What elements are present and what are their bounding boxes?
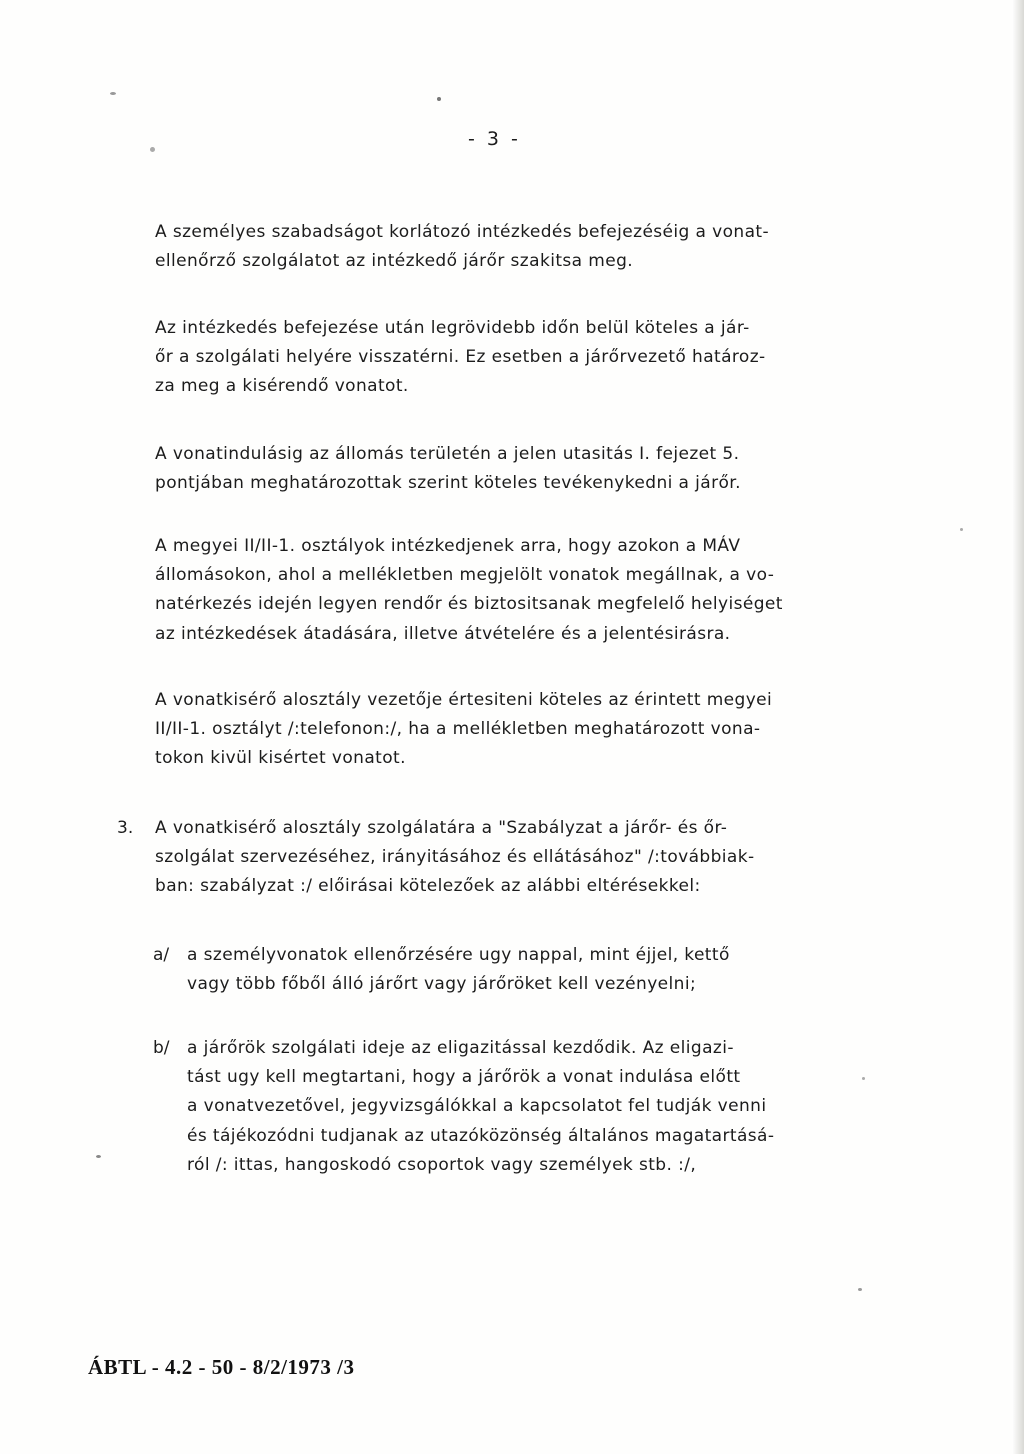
text-line: vagy több főből álló járőrt vagy járőröket kell vezényelni;	[187, 974, 697, 995]
archive-stamp: ÁBTL - 4.2 - 50 - 8/2/1973 /3	[88, 1355, 355, 1379]
text-line: és tájékozódni tudjanak az utazóközönség általános magatartásá-	[187, 1125, 775, 1146]
text-line: a vonatvezetővel, jegyvizsgálókkal a kapcsolatot fel tudják venni	[187, 1096, 767, 1117]
text-line: A vonatkisérő alosztály vezetője értesiteni köteles az érintett megyei	[155, 690, 773, 710]
text-line: ellenőrző szolgálatot az intézkedő járőr szakitsa meg.	[155, 251, 634, 272]
speck	[858, 1288, 862, 1291]
paragraph-3	[155, 440, 895, 498]
text-line: natérkezés idején legyen rendőr és biztositsanak megfelelő helyiséget	[155, 594, 783, 615]
text-line: a járőrök szolgálati ideje az eligazitással kezdődik. Az eligazi-	[187, 1038, 734, 1058]
text-line: állomásokon, ahol a mellékletben megjelölt vonatok megállnak, a vo-	[155, 565, 775, 586]
text-line: szolgálat szervezéséhez, irányitásához és ellátásához" /:továbbiak-	[155, 847, 755, 868]
speck	[862, 1077, 865, 1080]
list-item-a	[187, 941, 877, 999]
page-number: - 3 -	[468, 128, 521, 150]
speck	[110, 92, 116, 95]
text-line: A személyes szabadságot korlátozó intézkedés befejezéséig a vonat-	[155, 222, 770, 242]
speck	[960, 528, 963, 531]
text-line: A megyei II/II-1. osztályok intézkedjenek arra, hogy azokon a MÁV	[155, 536, 741, 556]
paragraph-4	[155, 532, 895, 649]
text-line: ról /: ittas, hangoskodó csoportok vagy személyek stb. :/,	[187, 1154, 697, 1175]
item-label-b: b/	[153, 1038, 170, 1058]
paragraph-5	[155, 686, 895, 774]
section-intro	[155, 814, 895, 902]
section-number: 3.	[117, 818, 134, 838]
speck	[96, 1155, 101, 1158]
text-line: őr a szolgálati helyére visszatérni. Ez esetben a járőrvezető határoz-	[155, 347, 766, 368]
text-line: az intézkedések átadására, illetve átvételére és a jelentésirásra.	[155, 623, 731, 644]
item-label-a: a/	[153, 945, 170, 965]
list-item-b	[187, 1034, 877, 1180]
text-line: A vonatindulásig az állomás területén a jelen utasitás I. fejezet 5.	[155, 444, 740, 464]
paragraph-1	[155, 218, 895, 276]
text-line: tást ugy kell megtartani, hogy a járőrök a vonat indulása előtt	[187, 1067, 741, 1088]
paragraph-2	[155, 314, 895, 402]
text-line: za meg a kisérendő vonatot.	[155, 376, 409, 397]
text-line: ban: szabályzat :/ előirásai kötelezőek az alábbi eltérésekkel:	[155, 876, 701, 897]
text-line: II/II-1. osztályt /:telefonon:/, ha a mellékletben meghatározott vona-	[155, 719, 761, 740]
page-edge	[1012, 0, 1024, 1454]
speck	[437, 97, 441, 101]
speck	[150, 147, 155, 152]
text-line: a személyvonatok ellenőrzésére ugy nappal, mint éjjel, kettő	[187, 945, 730, 965]
text-line: A vonatkisérő alosztály szolgálatára a "Szabályzat a járőr- és őr-	[155, 818, 728, 838]
text-line: pontjában meghatározottak szerint köteles tevékenykedni a járőr.	[155, 473, 741, 494]
text-line: tokon kivül kisértet vonatot.	[155, 748, 406, 769]
text-line: Az intézkedés befejezése után legrövidebb időn belül köteles a jár-	[155, 318, 750, 338]
